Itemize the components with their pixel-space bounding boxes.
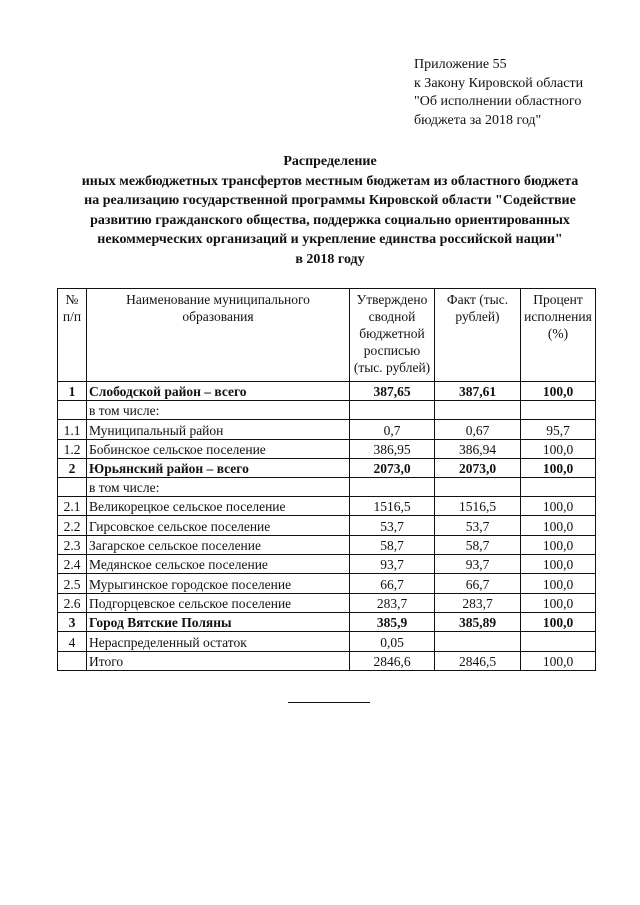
- cell-num: [58, 651, 87, 670]
- cell-num: 2: [58, 458, 87, 477]
- table-row: [58, 420, 596, 439]
- cell-num: [58, 478, 87, 497]
- cell-approved: 2846,6: [350, 651, 435, 670]
- cell-percent: [521, 401, 596, 420]
- cell-fact: 283,7: [435, 593, 521, 612]
- header-name: Наименование муниципального образования: [87, 289, 350, 382]
- cell-num: [58, 401, 87, 420]
- cell-approved: 387,65: [350, 382, 435, 401]
- table-row: [58, 612, 596, 631]
- cell-num: 2.2: [58, 516, 87, 535]
- table-row: [58, 574, 596, 593]
- cell-percent: 100,0: [521, 612, 596, 631]
- cell-percent: 100,0: [521, 535, 596, 554]
- cell-num: 2.3: [58, 535, 87, 554]
- cell-approved: 0,05: [350, 632, 435, 651]
- cell-name: Итого: [87, 651, 350, 670]
- transfers-table: [57, 288, 596, 671]
- cell-fact: 2846,5: [435, 651, 521, 670]
- cell-approved: 386,95: [350, 439, 435, 458]
- cell-approved: 93,7: [350, 555, 435, 574]
- table-row: [58, 535, 596, 554]
- appendix-line: к Закону Кировской области: [414, 75, 584, 91]
- cell-percent: 100,0: [521, 497, 596, 516]
- table-row: [58, 439, 596, 458]
- cell-percent: 100,0: [521, 574, 596, 593]
- table-row: [58, 478, 596, 497]
- header-percent: Процент исполнения (%): [521, 289, 596, 382]
- header-fact: Факт (тыс. рублей): [435, 289, 521, 382]
- cell-fact: 58,7: [435, 535, 521, 554]
- cell-name: Великорецкое сельское поселение: [87, 497, 350, 516]
- table-row: [58, 401, 596, 420]
- cell-approved: 66,7: [350, 574, 435, 593]
- cell-fact: [435, 478, 521, 497]
- table-row: [58, 651, 596, 670]
- table-row: [58, 458, 596, 477]
- cell-percent: [521, 478, 596, 497]
- footer-rule: [288, 702, 370, 703]
- cell-percent: [521, 632, 596, 651]
- cell-num: 1: [58, 382, 87, 401]
- cell-fact: 66,7: [435, 574, 521, 593]
- cell-approved: [350, 401, 435, 420]
- appendix-line: бюджета за 2018 год": [414, 112, 542, 128]
- cell-num: 1.1: [58, 420, 87, 439]
- title-line: развитию гражданского общества, поддержка социально ориентированных: [90, 212, 570, 228]
- cell-name: Город Вятские Поляны: [87, 612, 350, 631]
- table-row: [58, 382, 596, 401]
- cell-fact: 387,61: [435, 382, 521, 401]
- cell-approved: 2073,0: [350, 458, 435, 477]
- cell-num: 3: [58, 612, 87, 631]
- title-line: Распределение: [283, 154, 377, 169]
- appendix-line: "Об исполнении областного: [414, 94, 582, 109]
- cell-percent: 100,0: [521, 593, 596, 612]
- cell-name: Слободской район – всего: [87, 382, 350, 401]
- table-row: [58, 593, 596, 612]
- cell-name: Мурыгинское городское поселение: [87, 574, 350, 593]
- table-row: [58, 516, 596, 535]
- table-row: [58, 632, 596, 651]
- table-row: [58, 497, 596, 516]
- cell-fact: 0,67: [435, 420, 521, 439]
- cell-percent: 100,0: [521, 651, 596, 670]
- cell-percent: 100,0: [521, 516, 596, 535]
- table-row: [58, 555, 596, 574]
- cell-fact: 386,94: [435, 439, 521, 458]
- cell-name: Загарское сельское поселение: [87, 535, 350, 554]
- cell-percent: 100,0: [521, 382, 596, 401]
- appendix-note: [414, 56, 583, 130]
- title-line: иных межбюджетных трансфертов местным бюджетам из областного бюджета: [81, 173, 579, 189]
- cell-name: в том числе:: [87, 401, 350, 420]
- cell-percent: 100,0: [521, 439, 596, 458]
- cell-fact: [435, 401, 521, 420]
- cell-name: Бобинское сельское поселение: [87, 439, 350, 458]
- header-num: № п/п: [58, 289, 87, 382]
- table-header-row: [58, 289, 596, 382]
- cell-name: Гирсовское сельское поселение: [87, 516, 350, 535]
- cell-num: 2.5: [58, 574, 87, 593]
- cell-approved: [350, 478, 435, 497]
- cell-fact: 385,89: [435, 612, 521, 631]
- appendix-line: Приложение 55: [414, 57, 507, 72]
- cell-approved: 0,7: [350, 420, 435, 439]
- cell-fact: 2073,0: [435, 458, 521, 477]
- title-line: некоммерческих организаций и укрепление единства российской нации": [97, 232, 563, 247]
- cell-num: 4: [58, 632, 87, 651]
- cell-percent: 100,0: [521, 458, 596, 477]
- cell-fact: 1516,5: [435, 497, 521, 516]
- cell-approved: 53,7: [350, 516, 435, 535]
- cell-fact: 93,7: [435, 555, 521, 574]
- cell-percent: 95,7: [521, 420, 596, 439]
- cell-name: в том числе:: [87, 478, 350, 497]
- cell-approved: 58,7: [350, 535, 435, 554]
- title-line: на реализацию государственной программы Кировской области "Содействие: [84, 193, 576, 208]
- cell-num: 2.1: [58, 497, 87, 516]
- cell-fact: [435, 632, 521, 651]
- cell-name: Медянское сельское поселение: [87, 555, 350, 574]
- title-line: в 2018 году: [295, 251, 365, 267]
- cell-name: Нераспределенный остаток: [87, 632, 350, 651]
- cell-approved: 385,9: [350, 612, 435, 631]
- cell-num: 1.2: [58, 439, 87, 458]
- cell-name: Подгорцевское сельское поселение: [87, 593, 350, 612]
- cell-name: Юрьянский район – всего: [87, 458, 350, 477]
- cell-name: Муниципальный район: [87, 420, 350, 439]
- cell-fact: 53,7: [435, 516, 521, 535]
- cell-num: 2.4: [58, 555, 87, 574]
- cell-approved: 1516,5: [350, 497, 435, 516]
- header-approved: Утверждено сводной бюджетной росписью (тыс. рублей): [350, 289, 435, 382]
- cell-percent: 100,0: [521, 555, 596, 574]
- cell-num: 2.6: [58, 593, 87, 612]
- document-title: [40, 152, 620, 269]
- cell-approved: 283,7: [350, 593, 435, 612]
